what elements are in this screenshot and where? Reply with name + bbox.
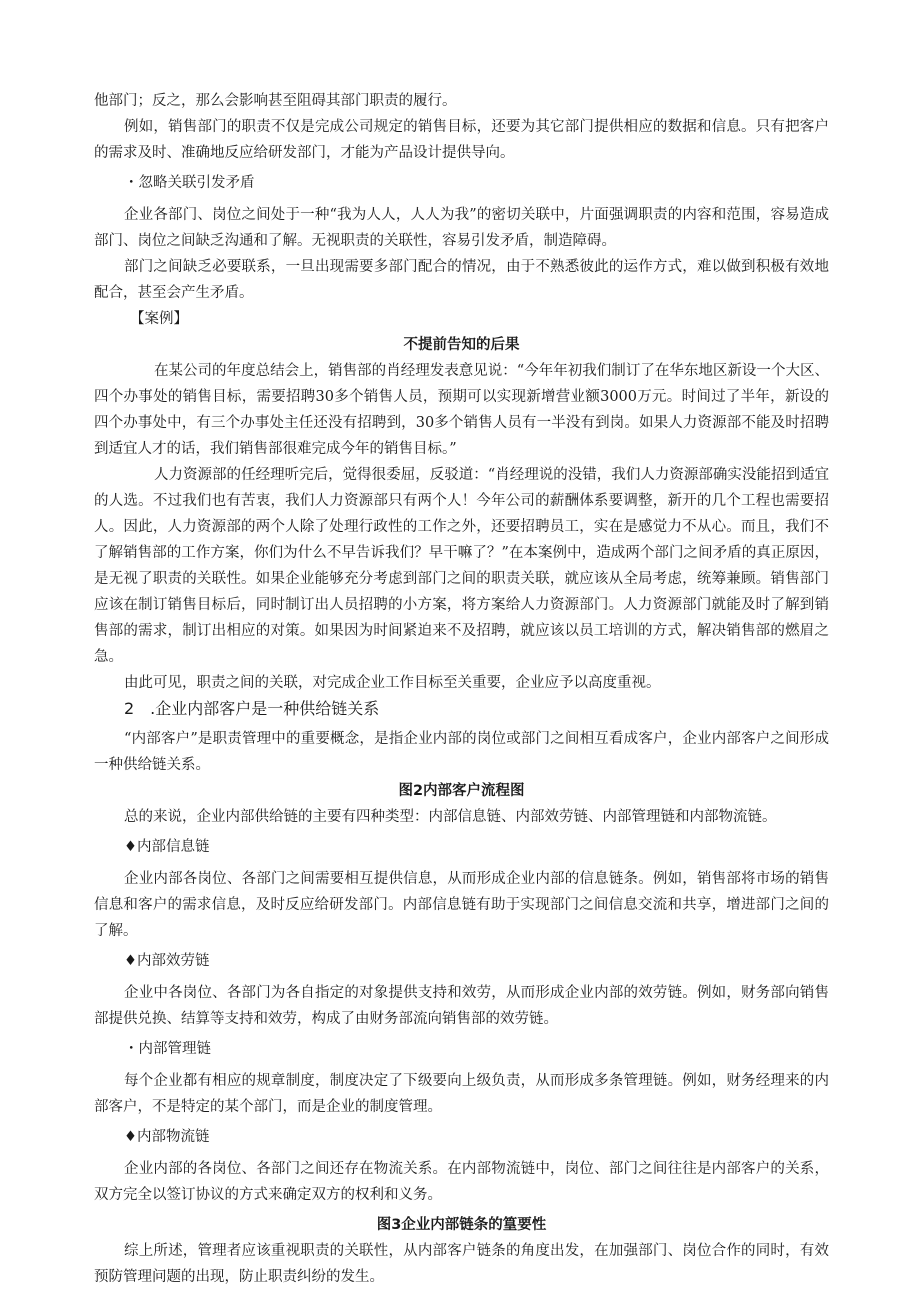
paragraph: 企业内部各岗位、各部门之间需要相互提供信息，从而形成企业内部的信息链条。例如，销售部将市场的销售信息和客户的需求信息，及时反应给研发部门。内部信息链有助于实现部门之间信息交流和共享，增进部门之间的了解。: [94, 871, 829, 939]
paragraph: 在某公司的年度总结会上，销售部的肖经理发表意见说：“今年年初我们制订了在华东地区新设一个大区、四个办事处的销售目标，需要招聘30多个销售人员，预期可以实现新增营业额3000万元。时间过了半年，新设的四个办事处中，有三个办事处主任还没有招聘到，30多个销售人员有一半没有到岗。如果人力资源部不能及时招聘到适宜人才的话，我们销售部很难完成今年的销售目标。”: [94, 363, 829, 457]
paragraph: 综上所述，管理者应该重视职责的关联性，从内部客户链条的角度出发，在加强部门、岗位合作的同时，有效预防管理问题的出现，防止职责纠纷的发生。: [94, 1243, 829, 1285]
paragraph: 企业中各岗位、各部门为各自指定的对象提供支持和效劳，从而形成企业内部的效劳链。例如，财务部向销售部提供兑换、结算等支持和效劳，构成了由财务部流向销售部的效劳链。: [94, 985, 829, 1027]
figure-caption: 图2内部客户流程图: [398, 783, 525, 799]
paragraph: 由此可见，职责之间的关联，对完成企业工作目标至关重要，企业应予以高度重视。: [124, 675, 661, 691]
section-heading: 2 .企业内部客户是一种供给链关系: [124, 699, 380, 718]
document-page: [94, 88, 829, 1290]
bullet-heading: ♦内部物流链: [124, 1129, 210, 1145]
paragraph: 总的来说，企业内部供给链的主要有四种类型：内部信息链、内部效劳链、内部管理链和内部物流链。: [124, 809, 777, 825]
case-title: 不提前告知的后果: [403, 337, 520, 353]
paragraph: 企业各部门、岗位之间处于一种“我为人人，人人为我”的密切关联中，片面强调职责的内容和范围，容易造成部门、岗位之间缺乏沟通和了解。无视职责的关联性，容易引发矛盾，制造障碍。: [94, 207, 829, 249]
paragraph: 人力资源部的任经理听完后，觉得很委屈，反驳道：“肖经理说的没错，我们人力资源部确实没能招到适宜的人选。不过我们也有苦衷，我们人力资源部只有两个人！今年公司的薪酬体系要调整，新开的几个工程也需要招人。因此，人力资源部的两个人除了处理行政性的工作之外，还要招聘员工，实在是感觉力不从心。而且，我们不了解销售部的工作方案，你们为什么不早告诉我们？早干嘛了？”在本案例中，造成两个部门之间矛盾的真正原因，是无视了职责的关联性。如果企业能够充分考虑到部门之间的职责关联，就应该从全局考虑，统筹兼顾。销售部门应该在制订销售目标后，同时制订出人员招聘的小方案，将方案给人力资源部门。人力资源部门就能及时了解到销售部的需求，制订出相应的对策。如果因为时间紧迫来不及招聘，就应该以员工培训的方式，解决销售部的燃眉之急。: [94, 467, 829, 665]
paragraph: 他部门；反之，那么会影响甚至阻碍其部门职责的履行。: [94, 93, 457, 109]
paragraph: 例如，销售部门的职责不仅是完成公司规定的销售目标，还要为其它部门提供相应的数据和信息。只有把客户的需求及时、准确地反应给研发部门，才能为产品设计提供导向。: [94, 119, 829, 161]
bullet-heading: ・忽略关联引发矛盾: [124, 175, 255, 191]
bullet-heading: ♦内部信息链: [124, 839, 210, 855]
figure-caption: 图3企业内部链条的篁要性: [376, 1217, 547, 1233]
paragraph: “内部客户”是职责管理中的重要概念，是指企业内部的岗位或部门之间相互看成客户，企业内部客户之间形成一种供给链关系。: [94, 731, 829, 773]
paragraph: 企业内部的各岗位、各部门之间还存在物流关系。在内部物流链中，岗位、部门之间往往是内部客户的关系，双方完全以签订协议的方式来确定双方的权利和义务。: [94, 1161, 829, 1203]
paragraph: 部门之间缺乏必要联系，一旦出现需要多部门配合的情况，由于不熟悉彼此的运作方式，难以做到积极有效地配合，甚至会产生矛盾。: [94, 259, 829, 301]
bullet-heading: ♦内部效劳链: [124, 953, 210, 969]
bullet-heading: ・内部管理链: [124, 1041, 211, 1057]
paragraph: 每个企业都有相应的规章制度，制度决定了下级要向上级负责，从而形成多条管理链。例如，财务经理来的内部客户，不是特定的某个部门，而是企业的制度管理。: [94, 1073, 829, 1115]
case-label: 【案例】: [130, 311, 188, 327]
